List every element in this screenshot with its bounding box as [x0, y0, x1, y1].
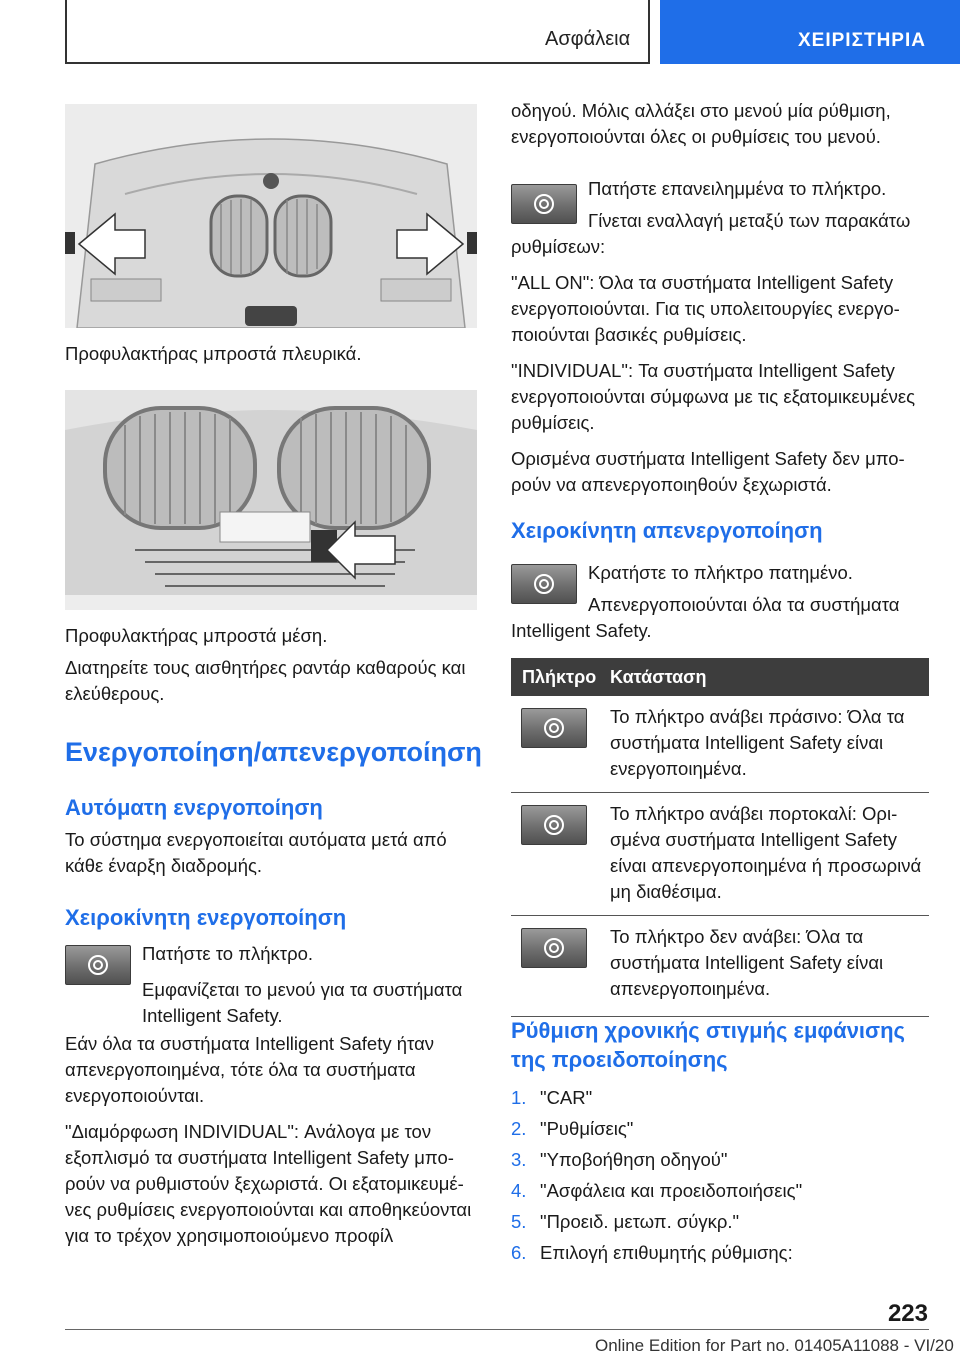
state-text: Το πλήκτρο ανάβει πορτοκαλί: Ορισμένα συστήματα Intelligent Safety είναι απενεργοποιημένα ή προσωρινά μη διαθέσιμα. [610, 803, 922, 902]
figure-caption-middle: Προφυλακτήρας μπροστά μέση. [65, 625, 328, 646]
col-state-header: Κατάσταση [610, 666, 707, 687]
figure-bumper-middle [65, 390, 477, 610]
car-front-middle-illustration [65, 390, 477, 610]
deactivated-text: Απενεργοποιούνται όλα τα συστήματα Intelligent Safety. [511, 594, 900, 641]
safety-icon [543, 814, 565, 836]
state-text: Το πλήκτρο ανάβει πράσινο: Όλα τα συστήματα Intelligent Safety είναι ενεργοποιημένα. [610, 706, 905, 779]
section-title: Ασφάλεια [545, 28, 631, 50]
all-off-text: Εάν όλα τα συστήματα Intelligent Safety ήταν απενεργοποιημένα, τότε όλα τα συστήματα ενεργοποιούνται. [65, 1033, 435, 1106]
intelligent-safety-button-icon [511, 564, 577, 604]
manual-activation-heading: Χειροκίνητη ενεργοποίηση [65, 905, 347, 930]
table-header [511, 658, 929, 696]
list-item: 4. "Ασφάλεια και προειδοποιήσεις" [511, 1179, 803, 1201]
safety-icon [543, 937, 565, 959]
keep-sensors-clean-text: Διατηρείτε τους αισθητήρες ραντάρ καθαρούς και ελεύθερους. [65, 657, 466, 704]
list-item: 5. "Προειδ. μετωπ. σύγκρ." [511, 1210, 740, 1232]
list-item: 2. "Ρυθμίσεις" [511, 1117, 634, 1139]
page-number: 223 [887, 1300, 928, 1327]
some-systems-text: Ορισμένα συστήματα Intelligent Safety δεν μπορούν να απενεργοποιηθούν ξεχωριστά. [511, 448, 905, 495]
button-state-table [511, 658, 929, 1017]
table-row [511, 916, 929, 1017]
list-item: 1. "CAR" [511, 1086, 593, 1108]
warning-timing-heading: Ρύθμιση χρονικής στιγμής εμφάνισης της προειδοποίησης [511, 1018, 905, 1072]
intelligent-safety-button-icon [65, 945, 131, 985]
list-item: 3. "Υποβοήθηση οδηγού" [511, 1148, 728, 1170]
chapter-tab: ΧΕΙΡΙΣΤΗΡΙΑ [660, 0, 960, 64]
menu-appears-text: Εμφανίζεται το μενού για τα συστήματα Intelligent Safety. [142, 979, 463, 1026]
edition-text: Online Edition for Part no. 01405A11088 - VI/20 [595, 1336, 954, 1355]
manual-deactivation-heading: Χειροκίνητη απενεργοποίηση [511, 518, 823, 543]
toggle-settings-text: Γίνεται εναλλαγή μεταξύ των παρακάτω ρυθμίσεων: [511, 210, 911, 257]
safety-icon [87, 954, 109, 976]
settings-steps-list [511, 1082, 929, 1268]
auto-activation-text: Το σύστημα ενεργοποιείται αυτόματα μετά από κάθε έναρξη διαδρομής. [65, 829, 447, 876]
individual-config-text: "Διαμόρφωση INDIVIDUAL": Ανάλογα με τον εξοπλισμό τα συστήματα Intelligent Safety μπορούν να ρυθμιστούν ξεχωριστά. Οι εξατομικευμένες ρυθμίσεις ενεργοποιούνται και αποθηκεύονται για το τρέχον χρησιμοποιούμενο προφίλ [65, 1121, 472, 1246]
button-off-icon [521, 928, 587, 968]
footer-divider [65, 1329, 929, 1330]
hold-button-text: Κρατήστε το πλήκτρο πατημένο. [588, 562, 853, 583]
car-front-side-illustration [65, 104, 477, 328]
individual-text: "INDIVIDUAL": Τα συστήματα Intelligent Safety ενεργοποιούνται σύμφωνα με τις εξατομικευμένες ρυθμίσεις. [511, 360, 916, 433]
safety-icon [533, 573, 555, 595]
table-row [511, 696, 929, 793]
all-on-text: "ALL ON": Όλα τα συστήματα Intelligent Safety ενεργοποιούνται. Για τις υπολειτουργίες ενεργοποιούνται βασικές ρυθμίσεις. [511, 272, 900, 345]
list-item: 6. Επιλογή επιθυμητής ρύθμισης: [511, 1241, 793, 1263]
safety-icon [543, 717, 565, 739]
press-repeatedly-text: Πατήστε επανειλημμένα το πλήκτρο. [588, 178, 887, 199]
continued-text: οδηγού. Μόλις αλλάξει στο μενού μία ρύθμιση, ενεργοποιούνται όλες οι ρυθμίσεις του μενού. [511, 100, 891, 147]
button-orange-icon [521, 805, 587, 845]
main-heading-activation: Ενεργοποίηση/απενεργοποίηση [65, 737, 482, 767]
state-text: Το πλήκτρο δεν ανάβει: Όλα τα συστήματα Intelligent Safety είναι απενεργοποιημένα. [610, 926, 884, 999]
figure-bumper-side [65, 104, 477, 328]
auto-activation-heading: Αυτόματη ενεργοποίηση [65, 795, 323, 820]
menu-appears-text-a [142, 977, 477, 1029]
figure-caption-side: Προφυλακτήρας μπροστά πλευρικά. [65, 343, 362, 364]
col-button-header: Πλήκτρο [522, 666, 597, 687]
table-row [511, 793, 929, 916]
press-button-text: Πατήστε το πλήκτρο. [142, 943, 314, 964]
button-green-icon [521, 708, 587, 748]
